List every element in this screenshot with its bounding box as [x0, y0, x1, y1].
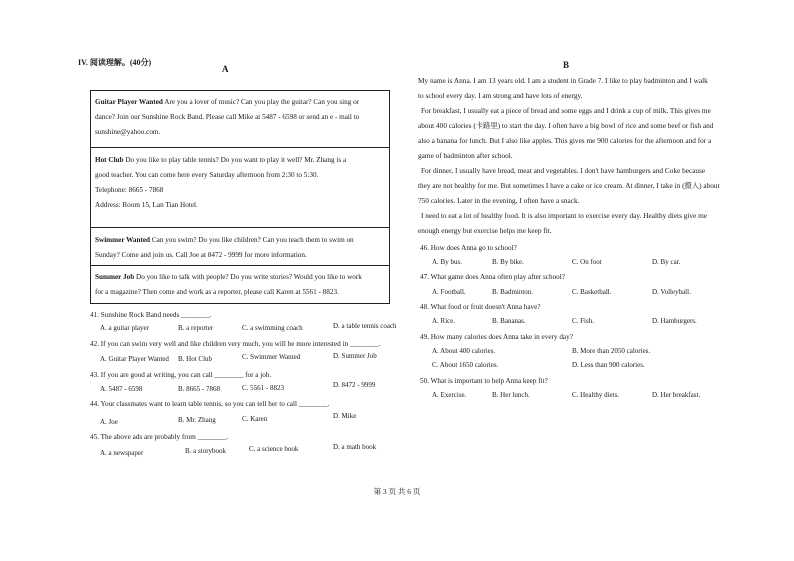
ad-title: Summer Job	[95, 273, 135, 281]
option-a: A. Rice.	[432, 317, 456, 325]
option-c: C. Karen	[242, 415, 268, 423]
page-footer: 第 3 页 共 6 页	[373, 487, 421, 496]
question-49: 49. How many calories does Anna take in every day?	[420, 333, 573, 341]
ad-hot-club	[91, 151, 389, 215]
option-a: A. a guitar player	[100, 324, 149, 332]
question-48: 48. What food or fruit doesn't Anna have?	[420, 303, 541, 311]
ad-swimmer	[91, 231, 389, 265]
paragraph	[418, 163, 748, 208]
paragraph-line: game of badminton after school.	[418, 151, 513, 160]
question-45: 45. The above ads are probably from ________.	[90, 433, 229, 441]
passage-a-label: A	[222, 64, 229, 74]
ad-summer-job	[91, 268, 389, 302]
paragraph-line: My name is Anna. I am 13 years old. I am a student in Grade 7. I like to play badminton and I walk	[418, 76, 708, 85]
paragraph	[418, 208, 748, 238]
question-43: 43. If you are good at writing, you can call ________ for a job.	[90, 371, 272, 379]
ads-box	[90, 90, 390, 304]
option-a: A. Guitar Player Wanted	[100, 355, 169, 363]
question-50: 50. What is important to help Anna keep fit?	[420, 377, 548, 385]
option-c: C. On foot	[572, 258, 602, 266]
paragraph-line: they are not healthy for me. But sometimes I have a cake or ice cream. At dinner, I take in (摄入) about	[418, 181, 720, 190]
ad-text: dance? Join our Sunshine Rock Band. Please call Mike at 5487 - 6598 or send an e - mail to	[95, 113, 360, 121]
section-title: IV. 阅读理解。(40分)	[78, 58, 152, 67]
option-b: B. 8665 - 7868	[178, 385, 220, 393]
option-c: C. Fish.	[572, 317, 594, 325]
paragraph	[418, 73, 748, 103]
ad-text: for a magazine? Then come and work as a reporter, please call Karen at 5561 - 8823.	[95, 288, 339, 296]
paragraph-line: to school every day. I am strong and have lots of energy.	[418, 91, 583, 100]
option-c: C. Swimmer Wanted	[242, 353, 301, 361]
option-d: D. 8472 - 9999	[333, 381, 376, 389]
ad-text: Sunday? Come and join us. Call Joe at 8472 - 9999 for more information.	[95, 251, 307, 259]
option-a: A. a newspaper	[100, 449, 144, 457]
ad-text: Are you a lover of music? Can you play the guitar? Can you sing or	[164, 98, 360, 106]
passage-b-label: B	[563, 60, 570, 70]
option-b: B. Her lunch.	[492, 391, 530, 399]
option-d: D. Summer Job	[333, 352, 377, 360]
option-a: A. Joe	[100, 418, 118, 426]
ad-text: Address: Room 15, Lan Tian Hotel.	[95, 201, 198, 209]
question-42: 42. If you can swim very well and like children very much, you will be more interested in ________.	[90, 340, 381, 348]
option-d: D. Hamburgers.	[652, 317, 697, 325]
passage-b-body	[418, 73, 748, 238]
question-41: 41. Sunshine Rock Band needs ________.	[90, 311, 212, 319]
option-d: D. Volleyball.	[652, 288, 691, 296]
question-44: 44. Your classmates want to learn table tennis, so you can tell her to call ________.	[90, 400, 330, 408]
ad-text: Do you like to talk with people? Do you write stories? Would you like to work	[136, 273, 362, 281]
ad-divider	[91, 147, 389, 148]
option-c: C. a science book	[249, 445, 299, 453]
option-b: B. More than 2050 calories.	[572, 347, 651, 355]
option-d: D. a math book	[333, 443, 377, 451]
question-46: 46. How does Anna go to school?	[420, 244, 517, 252]
ad-text: Telephone: 8665 - 7868	[95, 186, 164, 194]
option-b: B. Mr. Zhang	[178, 416, 216, 424]
paragraph-line: 750 calories. Later in the evening, I often have a snack.	[418, 196, 580, 205]
option-c: C. Basketball.	[572, 288, 612, 296]
option-c: C. a swimming coach	[242, 324, 303, 332]
option-a: A. By bus.	[432, 258, 462, 266]
option-d: D. Less than 900 calories.	[572, 361, 645, 369]
option-c: C. 5561 - 8823	[242, 384, 284, 392]
ad-title: Hot Club	[95, 156, 124, 164]
paragraph	[418, 103, 748, 163]
option-b: B. a reporter	[178, 324, 214, 332]
ad-divider	[91, 265, 389, 266]
ad-text: sunshine@yahoo.com.	[95, 128, 161, 136]
ad-text: good teacher. You can come here every Saturday afternoon from 2:30 to 5:30.	[95, 171, 319, 179]
option-b: B. a storybook	[185, 447, 227, 455]
ad-title: Guitar Player Wanted	[95, 98, 163, 106]
option-a: A. About 400 calories.	[432, 347, 496, 355]
ad-guitar-player	[91, 93, 389, 142]
ad-divider	[91, 227, 389, 228]
option-b: B. Bananas.	[492, 317, 526, 325]
question-47: 47. What game does Anna often play after school?	[420, 273, 565, 281]
option-b: B. By bike.	[492, 258, 524, 266]
option-c: C. About 1650 calories.	[432, 361, 499, 369]
option-a: A. 5487 - 6598	[100, 385, 143, 393]
paragraph-line: I need to eat a lot of healthy food. It is also important to exercise every day. Healthy diets give me	[421, 211, 708, 220]
ad-title: Swimmer Wanted	[95, 236, 151, 244]
option-d: D. By car.	[652, 258, 681, 266]
option-b: B. Badminton.	[492, 288, 534, 296]
option-d: D. a table tennis coach	[333, 322, 397, 330]
option-a: A. Football.	[432, 288, 466, 296]
option-a: A. Exercise.	[432, 391, 467, 399]
option-d: D. Her breakfast.	[652, 391, 701, 399]
option-d: D. Mike	[333, 412, 357, 420]
paragraph-line: For dinner, I usually have bread, meat and vegetables. I don't have hamburgers and Coke because	[421, 166, 706, 175]
option-c: C. Healthy diets.	[572, 391, 620, 399]
paragraph-line: also a banana for lunch. But I also like apples. This gives me 900 calories for the afternoon and for a	[418, 136, 712, 145]
ad-text: Do you like to play table tennis? Do you want to play it well? Mr. Zhang is a	[125, 156, 347, 164]
option-b: B. Hot Club	[178, 355, 213, 363]
ad-text: Can you swim? Do you like children? Can you teach them to swim on	[151, 236, 354, 244]
paragraph-line: For breakfast, I usually eat a piece of bread and some eggs and I drink a cup of milk. This gives me	[421, 106, 711, 115]
paragraph-line: about 400 calories (卡路里) to start the day. I often have a big bowl of rice and some beef or fish and	[418, 121, 714, 130]
paragraph-line: enough energy but exercise helps me keep fit.	[418, 226, 552, 235]
